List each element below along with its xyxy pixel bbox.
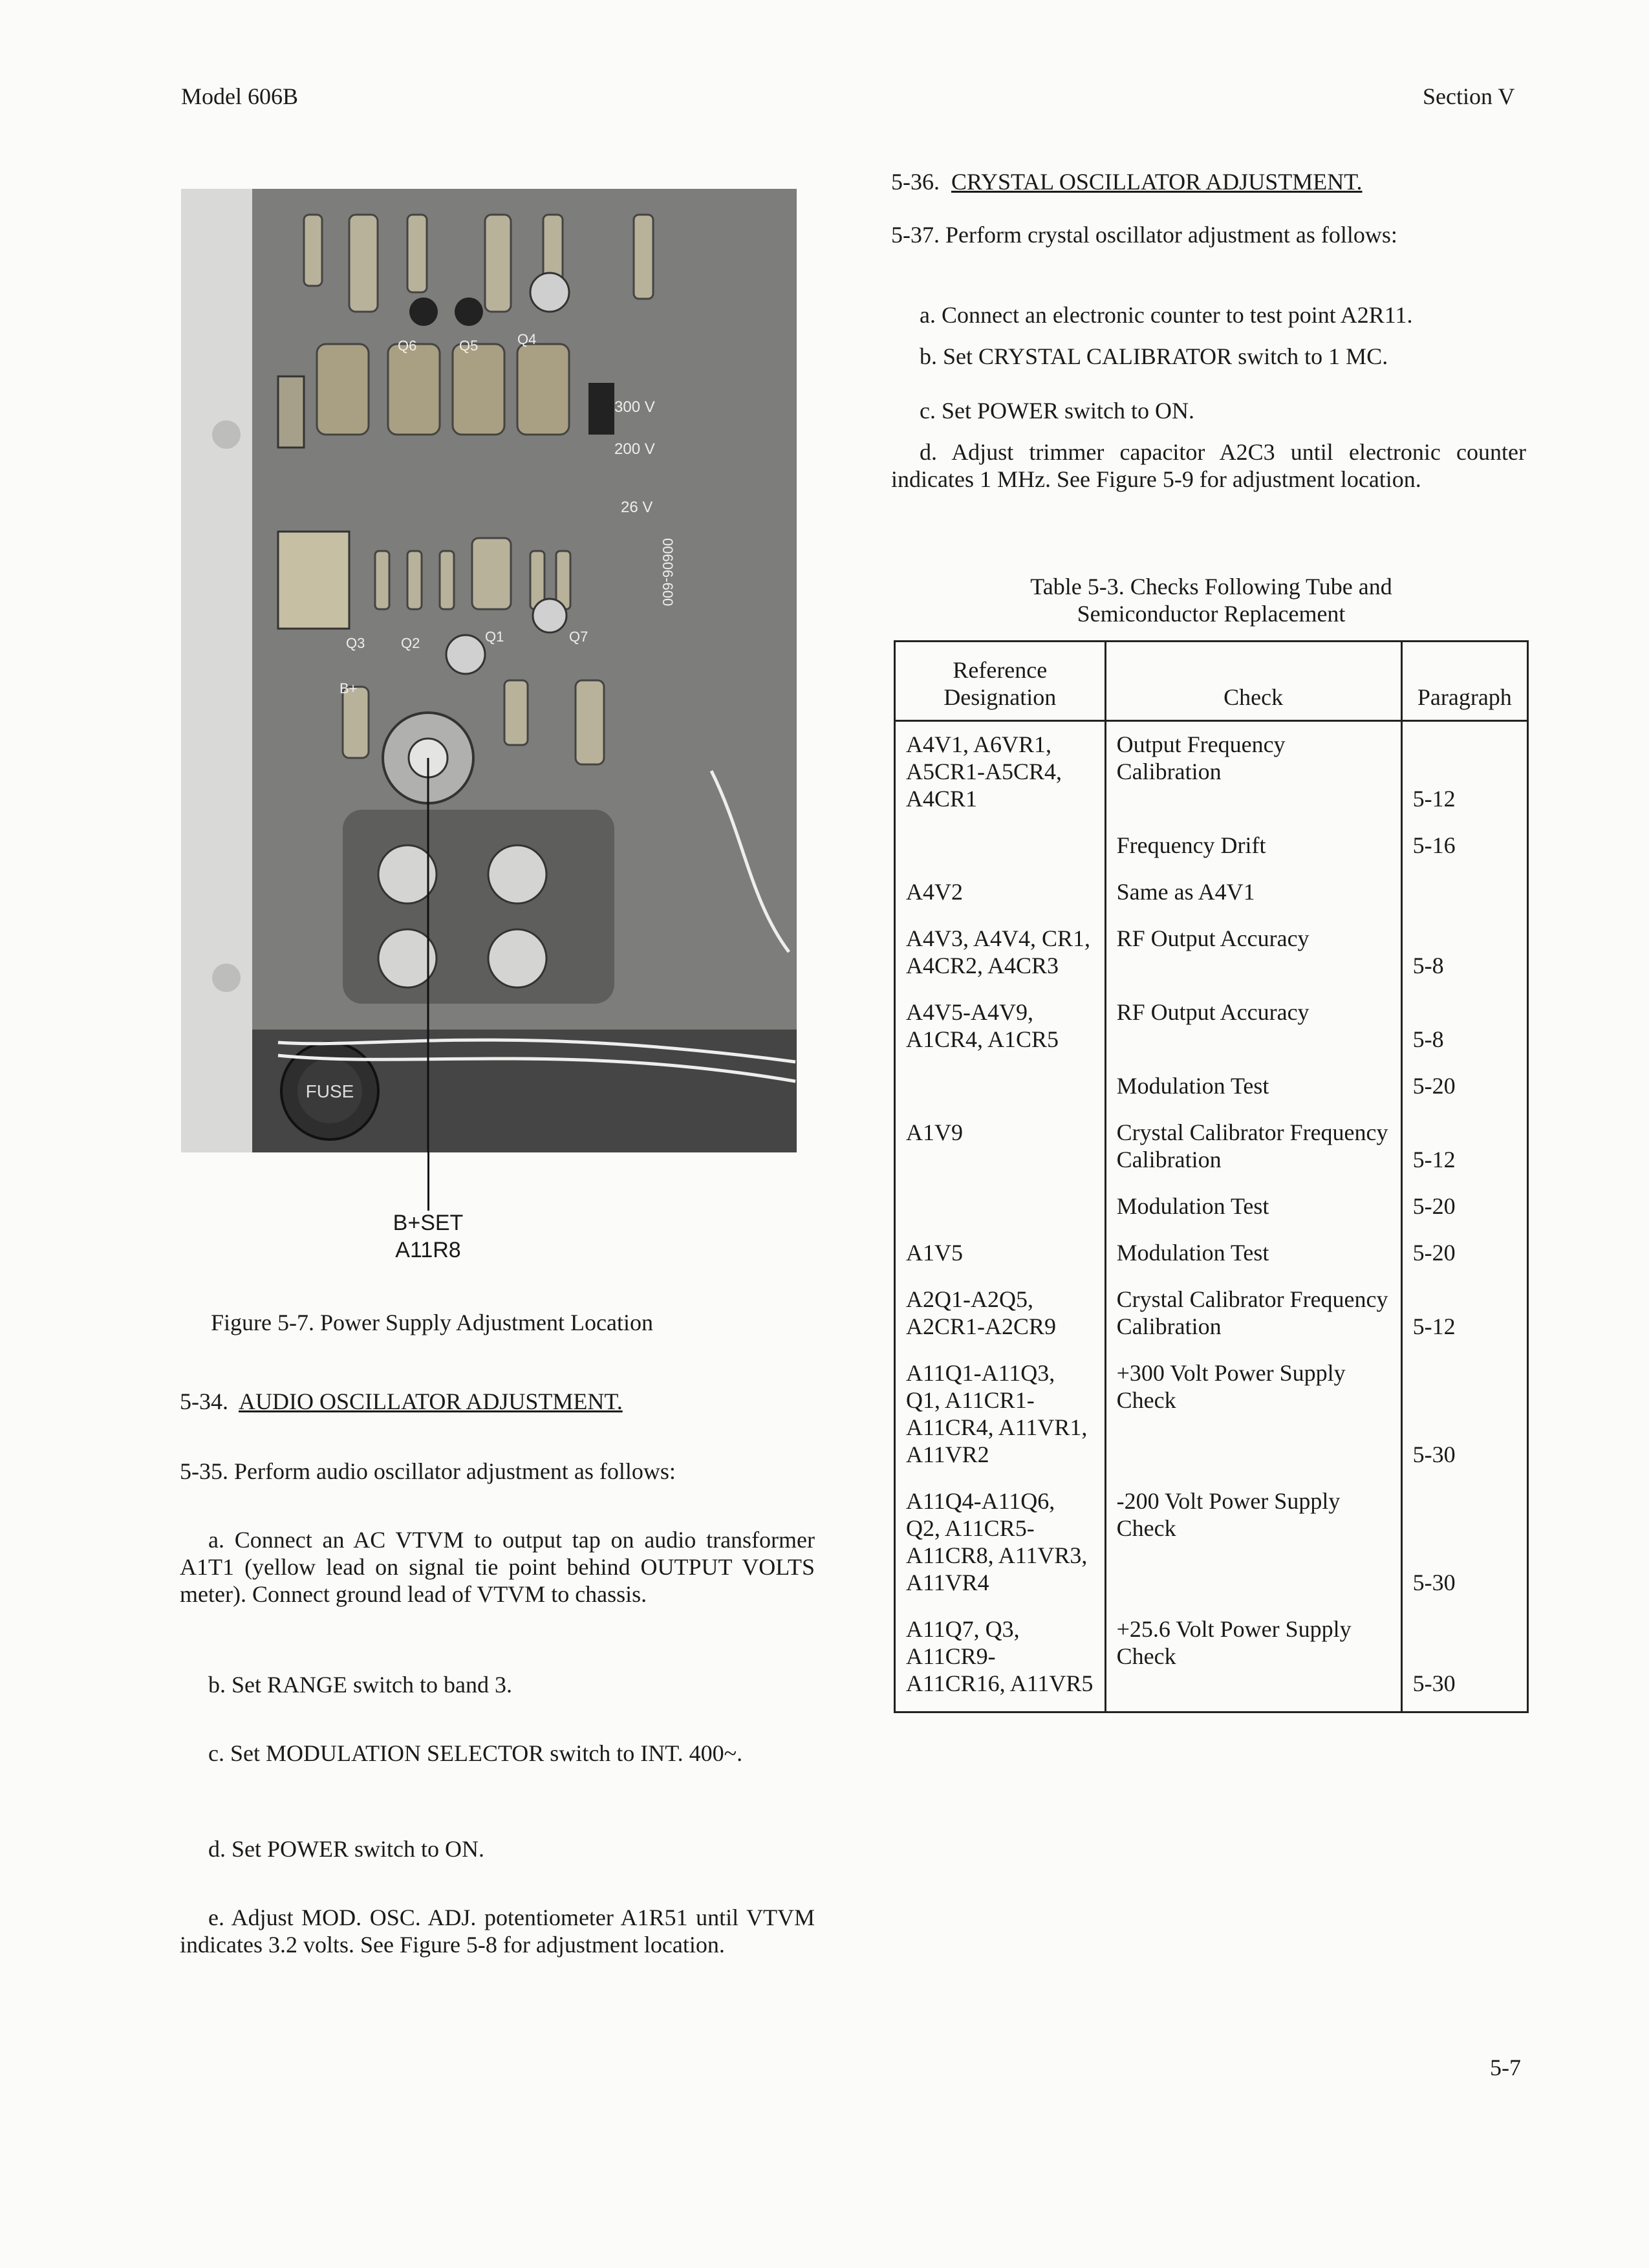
table-row xyxy=(895,1350,1528,1478)
label-q3: Q3 xyxy=(346,635,365,651)
step-5-35-a: a. Connect an AC VTVM to output tap on audio transformer A1T1 (yellow lead on signal tie point behind OUTPUT VOLTS meter). Connect ground lead of VTVM to chassis. xyxy=(180,1527,815,1607)
step-5-37-b: b. Set CRYSTAL CALIBRATOR switch to 1 MC. xyxy=(920,343,1388,369)
cell-paragraph: 5-16 xyxy=(1401,823,1527,869)
cell-paragraph: 5-20 xyxy=(1401,1183,1527,1230)
section-5-34-heading xyxy=(180,1388,623,1415)
section-5-36-title: CRYSTAL OSCILLATOR ADJUSTMENT. xyxy=(951,169,1363,195)
section-5-34-title: AUDIO OSCILLATOR ADJUSTMENT. xyxy=(239,1388,623,1414)
cell-paragraph: 5-20 xyxy=(1401,1063,1527,1110)
cell-paragraph: 5-12 xyxy=(1401,1277,1527,1350)
table-row xyxy=(895,1230,1528,1277)
cell-paragraph: 5-30 xyxy=(1401,1350,1527,1478)
label-26v: 26 V xyxy=(621,499,653,516)
table-row xyxy=(895,1110,1528,1183)
callout-bset: B+SET xyxy=(393,1211,464,1235)
cell-paragraph xyxy=(1401,869,1527,916)
table-row xyxy=(895,721,1528,823)
cell-paragraph: 5-30 xyxy=(1401,1478,1527,1606)
cell-paragraph: 5-20 xyxy=(1401,1230,1527,1277)
label-200v: 200 V xyxy=(614,440,655,458)
cell-reference: A11Q4-A11Q6, Q2, A11CR5-A11CR8, A11VR3, A11VR4 xyxy=(895,1478,1106,1606)
step-5-37-d: d. Adjust trimmer capacitor A2C3 until electronic counter indicates 1 MHz. See Figure 5-9 for adjustment location. xyxy=(891,439,1526,492)
header-model: Model 606B xyxy=(181,83,299,109)
cell-reference: A4V2 xyxy=(895,869,1106,916)
label-q7: Q7 xyxy=(569,629,588,645)
cell-check: Frequency Drift xyxy=(1105,823,1401,869)
power-supply-board-photo xyxy=(181,189,797,1152)
table-row xyxy=(895,1277,1528,1350)
table-row xyxy=(895,1478,1528,1606)
cell-check: RF Output Accuracy xyxy=(1105,989,1401,1063)
para-5-35: 5-35. Perform audio oscillator adjustment as follows: xyxy=(180,1458,676,1484)
section-5-36-heading xyxy=(891,168,1363,195)
table-row xyxy=(895,869,1528,916)
cell-paragraph: 5-8 xyxy=(1401,989,1527,1063)
cell-check: Modulation Test xyxy=(1105,1230,1401,1277)
step-5-35-b: b. Set RANGE switch to band 3. xyxy=(208,1672,512,1698)
cell-reference: A4V1, A6VR1, A5CR1-A5CR4, A4CR1 xyxy=(895,721,1106,823)
header-section: Section V xyxy=(1423,83,1515,109)
table-row xyxy=(895,1606,1528,1712)
section-5-34-num: 5-34. xyxy=(180,1388,228,1414)
callout-leader xyxy=(427,1152,429,1211)
table-row xyxy=(895,1063,1528,1110)
cell-check: +25.6 Volt Power Supply Check xyxy=(1105,1606,1401,1712)
para-5-37: 5-37. Perform crystal oscillator adjustment as follows: xyxy=(891,222,1397,248)
cell-paragraph: 5-30 xyxy=(1401,1606,1527,1712)
table-row xyxy=(895,916,1528,989)
header-paragraph: Paragraph xyxy=(1401,642,1527,721)
cell-paragraph: 5-12 xyxy=(1401,1110,1527,1183)
label-board-number: 00606-600 xyxy=(660,538,676,607)
label-300v: 300 V xyxy=(614,398,655,416)
cell-reference: A4V5-A4V9, A1CR4, A1CR5 xyxy=(895,989,1106,1063)
cell-reference: A1V9 xyxy=(895,1110,1106,1183)
step-5-37-c: c. Set POWER switch to ON. xyxy=(920,398,1194,424)
cell-check: -200 Volt Power Supply Check xyxy=(1105,1478,1401,1606)
cell-reference: A1V5 xyxy=(895,1230,1106,1277)
cell-check: RF Output Accuracy xyxy=(1105,916,1401,989)
section-5-36-num: 5-36. xyxy=(891,169,940,195)
label-q5: Q5 xyxy=(459,338,479,354)
circuit-board-illustration xyxy=(181,189,797,1152)
table-caption-line2: Semiconductor Replacement xyxy=(1077,601,1346,627)
cell-check: Same as A4V1 xyxy=(1105,869,1401,916)
label-q4: Q4 xyxy=(517,331,537,347)
cell-check: Crystal Calibrator Frequency Calibration xyxy=(1105,1110,1401,1183)
step-5-35-e: e. Adjust MOD. OSC. ADJ. potentiometer A1R51 until VTVM indicates 3.2 volts. See Figure 5-8 for adjustment location. xyxy=(180,1905,815,1958)
label-bplus: B+ xyxy=(339,680,358,697)
step-5-35-d: d. Set POWER switch to ON. xyxy=(208,1836,484,1862)
table-caption-line1: Table 5-3. Checks Following Tube and xyxy=(1030,574,1392,599)
cell-check: Output Frequency Calibration xyxy=(1105,721,1401,823)
cell-reference xyxy=(895,1063,1106,1110)
cell-check: Crystal Calibrator Frequency Calibration xyxy=(1105,1277,1401,1350)
cell-reference: A4V3, A4V4, CR1, A4CR2, A4CR3 xyxy=(895,916,1106,989)
cell-reference: A11Q7, Q3, A11CR9-A11CR16, A11VR5 xyxy=(895,1606,1106,1712)
figure-5-7-caption: Figure 5-7. Power Supply Adjustment Location xyxy=(211,1310,653,1335)
label-q1: Q1 xyxy=(485,629,504,645)
cell-paragraph: 5-8 xyxy=(1401,916,1527,989)
cell-reference: A2Q1-A2Q5, A2CR1-A2CR9 xyxy=(895,1277,1106,1350)
table-row xyxy=(895,989,1528,1063)
step-5-37-a: a. Connect an electronic counter to test point A2R11. xyxy=(920,302,1413,328)
header-check: Check xyxy=(1105,642,1401,721)
label-q2: Q2 xyxy=(401,635,420,651)
cell-paragraph: 5-12 xyxy=(1401,721,1527,823)
table-row xyxy=(895,823,1528,869)
cell-reference: A11Q1-A11Q3, Q1, A11CR1-A11CR4, A11VR1, A11VR2 xyxy=(895,1350,1106,1478)
cell-reference xyxy=(895,1183,1106,1230)
label-q6: Q6 xyxy=(398,338,417,354)
cell-check: Modulation Test xyxy=(1105,1183,1401,1230)
page-number: 5-7 xyxy=(1490,2055,1521,2080)
cell-reference xyxy=(895,823,1106,869)
table-row xyxy=(895,1183,1528,1230)
table-5-3 xyxy=(894,640,1529,1713)
header-ref-line1: Reference xyxy=(953,657,1048,683)
fuse-label: FUSE xyxy=(305,1081,354,1101)
cell-check: Modulation Test xyxy=(1105,1063,1401,1110)
cell-check: +300 Volt Power Supply Check xyxy=(1105,1350,1401,1478)
table-header-row xyxy=(895,642,1528,721)
step-5-35-c: c. Set MODULATION SELECTOR switch to INT. 400~. xyxy=(208,1740,743,1766)
callout-a11r8: A11R8 xyxy=(395,1238,461,1262)
header-reference-designation xyxy=(895,642,1106,721)
header-ref-line2: Designation xyxy=(943,684,1057,710)
